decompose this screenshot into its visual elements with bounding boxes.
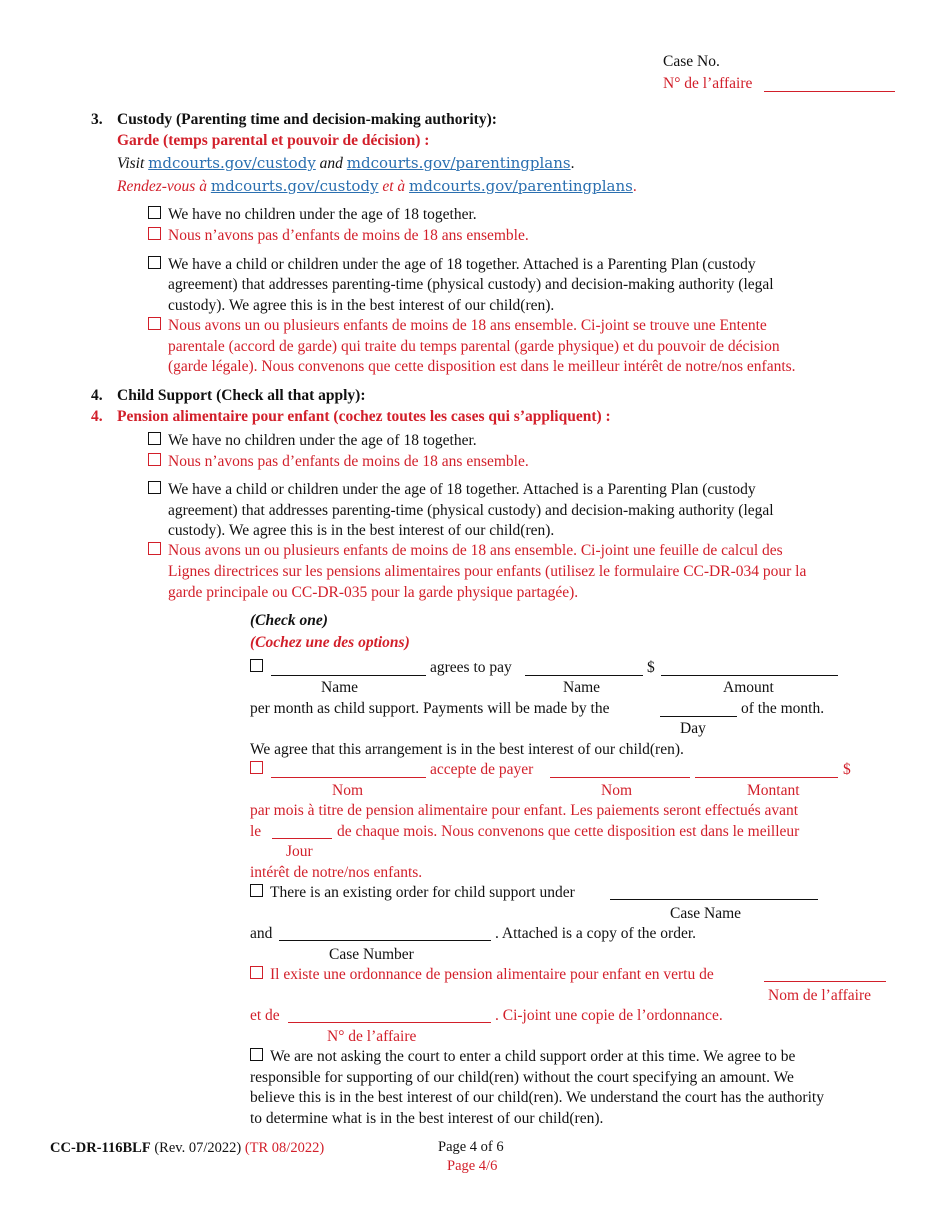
jour-caption: Jour [286,843,313,860]
name-caption-1: Name [321,679,359,696]
attached-copy-text: . Attached is a copy of the order. [495,925,697,942]
payer-name-field-fr[interactable] [271,777,426,778]
section3-number: 3. [91,111,103,128]
s4-no-children-checkbox-fr[interactable] [148,453,161,466]
s4-have-children-line1-fr: Nous avons un ou plusieurs enfants de moins de 18 ans ensemble. Ci-joint une feuille de calcul des [168,542,783,559]
existing-order-checkbox[interactable] [250,884,263,897]
case-name-field-fr[interactable] [764,981,886,982]
s4-have-children-line2-fr: Lignes directrices sur les pensions alimentaires pour enfants (utilisez le formulaire CC-DR-034 pour la [168,563,807,580]
s4-no-children-label: We have no children under the age of 18 together. [168,432,477,449]
case-no-label-fr: N° de l’affaire [663,75,753,92]
custody-link[interactable]: mdcourts.gov/custody [148,154,316,172]
interest-text-fr: intérêt de notre/nos enfants. [250,864,423,881]
amount-field[interactable] [661,675,838,676]
agrees-to-pay-checkbox[interactable] [250,659,263,672]
amount-field-fr[interactable] [695,777,838,778]
dollar-sign: $ [647,659,655,676]
parentingplans-link-fr[interactable]: mdcourts.gov/parentingplans [409,177,633,195]
montant-caption: Montant [747,782,800,799]
s4-no-children-label-fr: Nous n’avons pas d’enfants de moins de 18 ans ensemble. [168,453,529,470]
section3-title-fr: Garde (temps parental et pouvoir de décision) : [117,132,430,149]
amount-caption: Amount [723,679,774,696]
agrees-to-pay-text-fr: accepte de payer [430,761,534,778]
s3-have-children-checkbox-fr[interactable] [148,317,161,330]
case-number-caption: Case Number [329,946,414,963]
check-one-label: (Check one) [250,612,328,629]
check-one-label-fr: (Cochez une des options) [250,634,410,651]
form-tr: (TR 08/2022) [244,1140,325,1156]
case-no-field[interactable] [764,91,895,92]
case-name-caption: Case Name [670,905,742,922]
page-number: Page 4 of 6 [438,1139,504,1155]
attached-copy-text-fr: . Ci-joint une copie de l’ordonnance. [495,1007,723,1024]
agrees-to-pay-checkbox-fr[interactable] [250,761,263,774]
payee-name-field-fr[interactable] [550,777,690,778]
case-no-label: Case No. [663,53,720,70]
s3-have-children-line2-fr: parentale (accord de garde) qui traite du temps parental (garde physique) et du pouvoir de décision [168,338,780,355]
and-text: and [319,155,343,172]
s3-no-children-checkbox-fr[interactable] [148,227,161,240]
and-text-fr: et à [382,178,406,195]
s3-have-children-line3: custody). We agree this is in the best interest of our child(ren). [168,297,555,314]
footer-form-id-line [50,1138,324,1158]
of-month-text: of the month. [741,700,825,717]
page-number-fr: Page 4/6 [447,1158,498,1174]
section4-title: Child Support (Check all that apply): [117,387,366,404]
existing-order-text-fr: Il existe une ordonnance de pension alimentaire pour enfant en vertu de [270,966,714,983]
et-de-text-fr: et de [250,1007,280,1024]
s4-have-children-checkbox[interactable] [148,481,161,494]
case-number-field[interactable] [279,940,491,941]
day-caption: Day [680,720,706,737]
visit-text: Visit [117,155,145,172]
s3-no-children-checkbox[interactable] [148,206,161,219]
s3-no-children-label-fr: Nous n’avons pas d’enfants de moins de 18 ans ensemble. [168,227,529,244]
s4-have-children-line2: agreement) that addresses parenting-time (physical custody) and decision-making authority (legal [168,502,774,519]
payer-name-field[interactable] [271,675,426,676]
and-text-order: and [250,925,273,942]
not-asking-line1: We are not asking the court to enter a child support order at this time. We agree to be [270,1048,796,1065]
section4-number: 4. [91,387,103,404]
payee-name-field[interactable] [525,675,643,676]
custody-link-fr[interactable]: mdcourts.gov/custody [210,177,379,195]
s4-have-children-checkbox-fr[interactable] [148,542,161,555]
payment-day-field-fr[interactable] [272,838,332,839]
visit-text-fr: Rendez-vous à [117,178,207,195]
nom-caption-2: Nom [601,782,632,799]
section3-visit-line [117,153,574,174]
section3-visit-line-fr [117,176,637,197]
per-month-text-fr: par mois à titre de pension alimentaire pour enfant. Les paiements seront effectués avant [250,802,799,819]
case-name-field[interactable] [610,899,818,900]
period: . [570,155,575,172]
s4-have-children-line1: We have a child or children under the age of 18 together. Attached is a Parenting Plan (custody [168,481,756,498]
case-number-field-fr[interactable] [288,1022,491,1023]
form-rev: (Rev. 07/2022) [154,1140,242,1156]
form-id: CC-DR-116BLF [50,1140,151,1156]
agree-arrangement-text: We agree that this arrangement is in the best interest of our child(ren). [250,741,684,758]
s3-have-children-line3-fr: (garde légale). Nous convenons que cette disposition est dans le meilleur intérêt de notre/nos enfants. [168,358,796,375]
section4-title-fr: Pension alimentaire pour enfant (cochez toutes les cases qui s’appliquent) : [117,408,611,425]
s4-have-children-line3-fr: garde principale ou CC-DR-035 pour la garde physique partagée). [168,584,579,601]
le-text-fr: le [250,823,262,840]
parentingplans-link[interactable]: mdcourts.gov/parentingplans [346,154,571,172]
not-asking-line2: responsible for supporting of our child(ren) without the court specifying an amount. We [250,1069,794,1086]
name-caption-2: Name [563,679,601,696]
s3-have-children-checkbox[interactable] [148,256,161,269]
not-asking-line3: believe this is in the best interest of our child(ren). We understand the court has the authority [250,1089,824,1106]
s3-have-children-line1-fr: Nous avons un ou plusieurs enfants de moins de 18 ans ensemble. Ci-joint se trouve une Entente [168,317,767,334]
not-asking-checkbox[interactable] [250,1048,263,1061]
dollar-sign-fr: $ [843,761,851,778]
existing-order-text: There is an existing order for child support under [270,884,575,901]
s3-have-children-line2: agreement) that addresses parenting-time (physical custody) and decision-making authority (legal [168,276,774,293]
s3-have-children-line1: We have a child or children under the age of 18 together. Attached is a Parenting Plan (custody [168,256,756,273]
not-asking-line4: to determine what is in the best interest of our child(ren). [250,1110,604,1127]
agrees-to-pay-text: agrees to pay [430,659,512,676]
each-month-text-fr: de chaque mois. Nous convenons que cette disposition est dans le meilleur [337,823,800,840]
payment-day-field[interactable] [660,716,737,717]
case-number-caption-fr: N° de l’affaire [327,1028,417,1045]
existing-order-checkbox-fr[interactable] [250,966,263,979]
per-month-text: per month as child support. Payments will be made by the [250,700,610,717]
s4-no-children-checkbox[interactable] [148,432,161,445]
period-fr: . [632,178,637,195]
nom-caption-1: Nom [332,782,363,799]
section4-number-fr: 4. [91,408,103,425]
s3-no-children-label: We have no children under the age of 18 together. [168,206,477,223]
s4-have-children-line3: custody). We agree this is in the best interest of our child(ren). [168,522,555,539]
case-name-caption-fr: Nom de l’affaire [768,987,871,1004]
section3-title: Custody (Parenting time and decision-making authority): [117,111,497,128]
